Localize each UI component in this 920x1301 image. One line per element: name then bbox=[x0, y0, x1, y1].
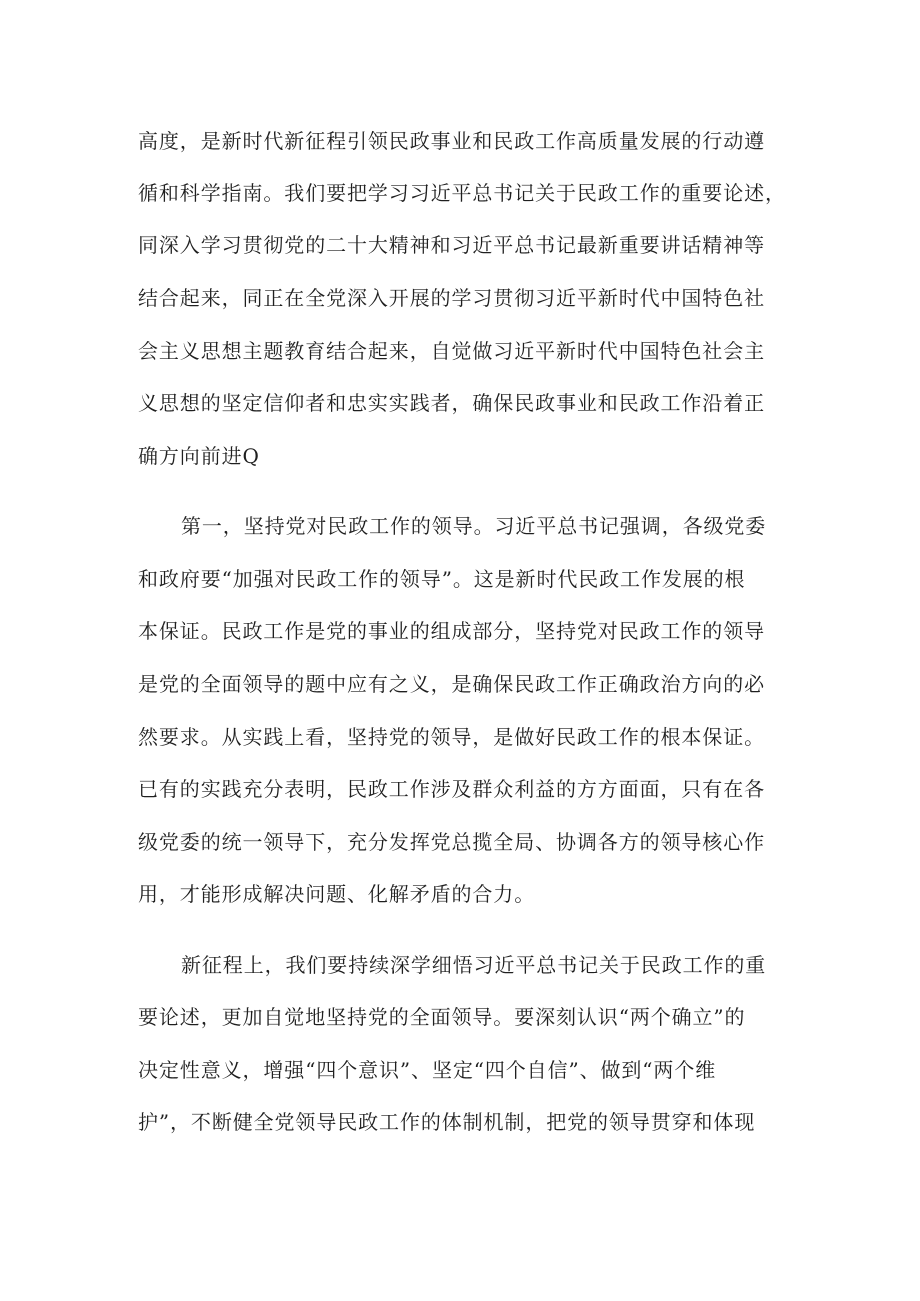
text-line: 已有的实践充分表明，民政工作涉及群众利益的方方面面，只有在各 bbox=[138, 777, 765, 801]
text-line: 然要求。从实践上看，坚持党的领导，是做好民政工作的根本保证。 bbox=[138, 725, 765, 749]
text-line: 要论述，更加自觉地坚持党的全面领导。要深刻认识“两个确立”的 bbox=[138, 1005, 746, 1029]
text-line: 级党委的统一领导下，充分发挥党总揽全局、协调各方的领导核心作 bbox=[138, 830, 765, 854]
text-line: 新征程上，我们要持续深学细悟习近平总书记关于民政工作的重 bbox=[181, 953, 767, 977]
text-line: 是党的全面领导的题中应有之义，是确保民政工作正确政治方向的必 bbox=[138, 672, 765, 696]
text-line: 第一，坚持党对民政工作的领导。习近平总书记强调，各级党委 bbox=[181, 514, 767, 538]
text-line: 同深入学习贯彻党的二十大精神和习近平总书记最新重要讲话精神等 bbox=[138, 233, 765, 257]
text-line: 本保证。民政工作是党的事业的组成部分，坚持党对民政工作的领导 bbox=[138, 619, 765, 643]
text-line: 确方向前进Q bbox=[138, 444, 260, 468]
text-line: 护”，不断健全党领导民政工作的体制机制，把党的领导贯穿和体现 bbox=[138, 1110, 756, 1134]
text-line: 用，才能形成解决问题、化解矛盾的合力。 bbox=[138, 882, 536, 906]
text-line: 和政府要“加强对民政工作的领导”。这是新时代民政工作发展的根 bbox=[138, 567, 746, 591]
text-line: 决定性意义，增强“四个意识”、坚定“四个自信”、做到“两个维 bbox=[138, 1058, 717, 1082]
text-line: 循和科学指南。我们要把学习习近平总书记关于民政工作的重要论述， bbox=[138, 181, 786, 205]
text-line: 会主义思想主题教育结合起来，自觉做习近平新时代中国特色社会主 bbox=[138, 339, 765, 363]
text-line: 高度，是新时代新征程引领民政事业和民政工作高质量发展的行动遵 bbox=[138, 129, 765, 153]
text-line: 义思想的坚定信仰者和忠实实践者，确保民政事业和民政工作沿着正 bbox=[138, 391, 765, 415]
text-line: 结合起来，同正在全党深入开展的学习贯彻习近平新时代中国特色社 bbox=[138, 286, 765, 310]
